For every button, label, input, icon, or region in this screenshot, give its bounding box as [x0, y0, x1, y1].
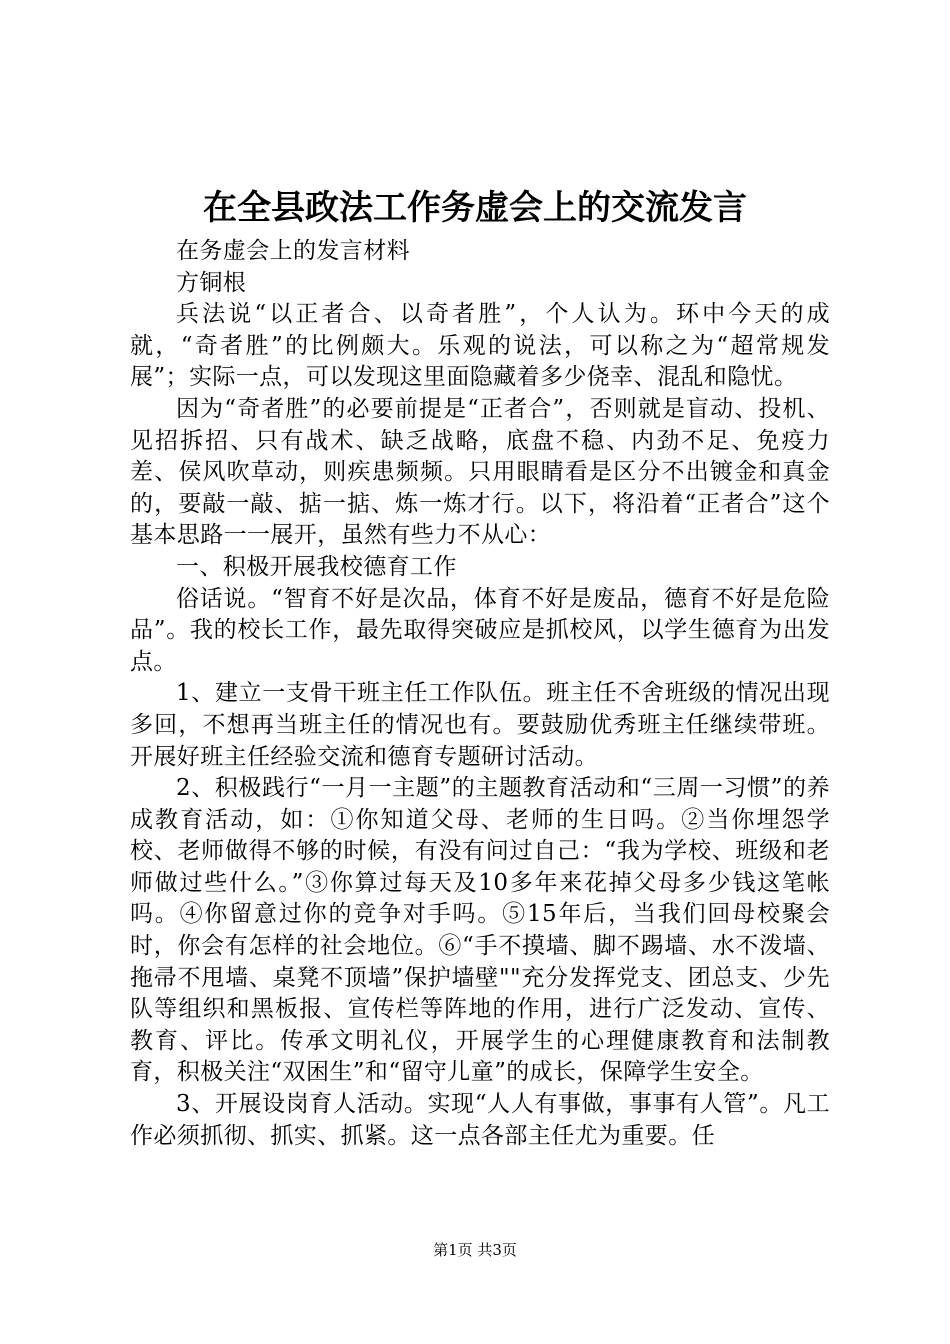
section-heading: 一、积极开展我校德育工作: [176, 553, 457, 580]
body-paragraph: 因为“奇者胜”的必要前提是“正者合”，否则就是盲动、投机、见招拆招、只有战术、缺乏战略，底盘不稳、内劲不足、免疫力差、侯风吹草动，则疾患频频。只用眼睛看是区分不出镀金和真金的，要敲一敲、掂一掂、炼一炼才行。以下，将沿着“正者合”这个基本思路一一展开，虽然有些力不从心：: [130, 395, 830, 549]
subtitle-paragraph: 在务虚会上的发言材料: [176, 238, 410, 264]
body-paragraph: 俗话说。“智育不好是次品，体育不好是废品，德育不好是危险品”。我的校长工作，最先取得突破应是抓校风，以学生德育为出发点。: [130, 585, 830, 675]
author-paragraph: 方铜根: [176, 269, 247, 296]
body-paragraph: 兵法说“以正者合、以奇者胜”，个人认为。环中今天的成就，“奇者胜”的比例颇大。乐观的说法，可以称之为“超常规发展”；实际一点，可以发现这里面隐藏着多少侥幸、混乱和隐忧。: [130, 301, 830, 391]
list-item: 2、积极践行“一月一主题”的主题教育活动和“三周一习惯”的养成教育活动，如：①你知道父母、老师的生日吗。②当你埋怨学校、老师做得不够的时候，有没有问过自己：“我为学校、班级和老师做过些什么。”③你算过每天及10多年来花掉父母多少钱这笔帐吗。④你留意过你的竞争对手吗。⑤15年后，当我们回母校聚会时，你会有怎样的社会地位。⑥“手不摸墙、脚不踢墙、水不泼墙、拖帚不甩墙、桌凳不顶墙”保护墙壁""充分发挥党支、团总支、少先队等组织和黑板报、宣传栏等阵地的作用，进行广泛发动、宣传、教育、评比。传承文明礼仪，开展学生的心理健康教育和法制教育，积极关注“双困生”和“留守儿童”的成长，保障学生安全。: [130, 775, 830, 1086]
page-footer: 第1页 共3页: [433, 1241, 517, 1259]
document-title: 在全县政法工作务虚会上的交流发言: [203, 188, 747, 228]
document-body: [130, 236, 830, 1152]
list-item: 1、建立一支骨干班主任工作队伍。班主任不舍班级的情况出现多回，不想再当班主任的情况也有。要鼓励优秀班主任继续带班。开展好班主任经验交流和德育专题研讨活动。: [130, 680, 830, 770]
list-item: 3、开展设岗育人活动。实现“人人有事做，事事有人管”。凡工作必须抓彻、抓实、抓紧。这一点各部主任尤为重要。任: [130, 1091, 830, 1149]
